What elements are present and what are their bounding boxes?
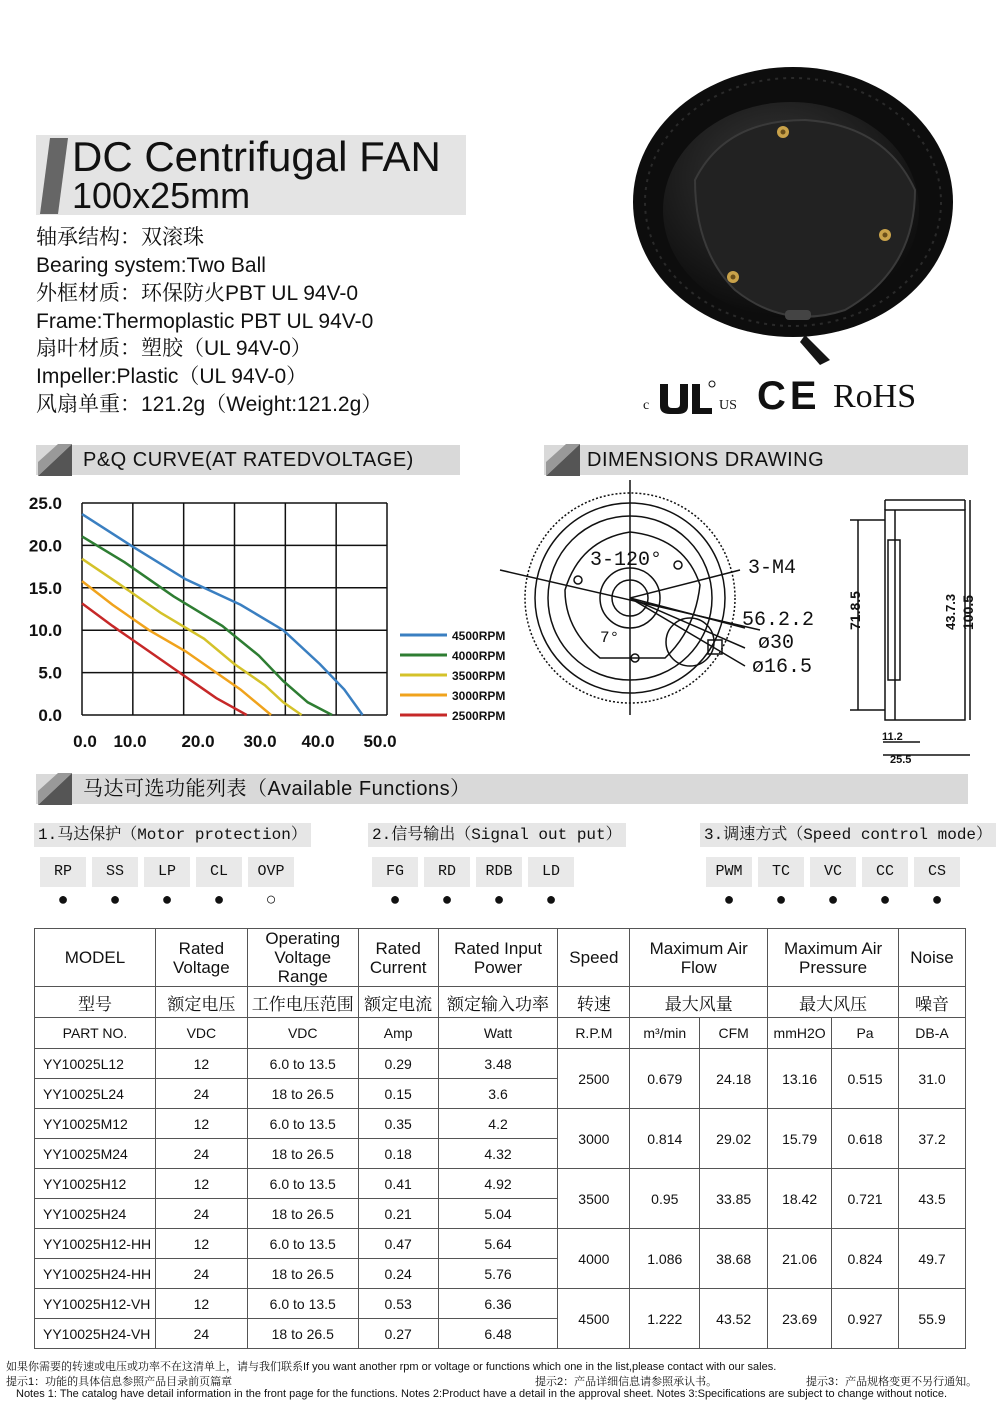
product-size: 100x25mm [72, 175, 251, 216]
rated-voltage-cell: 24 [155, 1139, 247, 1169]
column-header: MODEL [35, 929, 156, 987]
series-line-4000RPM [82, 536, 332, 715]
y-tick-label: 5.0 [38, 663, 62, 683]
spec-line: Impeller:Plastic（UL 94V-0） [36, 365, 308, 388]
model-cell: YY10025L24 [35, 1079, 156, 1109]
rated-current-cell: 0.18 [358, 1139, 438, 1169]
function-availability-mark: ● [827, 889, 839, 909]
column-header-cn: 转速 [558, 987, 630, 1018]
rated-power-cell: 5.04 [438, 1199, 558, 1229]
noise-cell: 37.2 [898, 1109, 965, 1169]
function-code: VC [810, 857, 856, 887]
column-header-cn: 最大风量 [630, 987, 768, 1018]
pq-section-title: P&Q CURVE(AT RATEDVOLTAGE) [83, 449, 414, 471]
column-header: Rated Current [358, 929, 438, 987]
rated-voltage-cell: 24 [155, 1319, 247, 1349]
spec-line: Bearing system:Two Ball [36, 254, 266, 277]
rated-voltage-cell: 12 [155, 1169, 247, 1199]
column-header-cn: 型号 [35, 987, 156, 1018]
rated-voltage-cell: 24 [155, 1079, 247, 1109]
table-header-row [35, 929, 966, 987]
column-header-cn: 额定电流 [358, 987, 438, 1018]
footnotes: Notes 1: The catalog have detail information in the front page for the functions. Notes 2:Product have a detail in the approval sheet. Notes 3:Specifications are subject to change without notice. [16, 1388, 948, 1400]
noise-cell: 43.5 [898, 1169, 965, 1229]
pressure-pa-cell: 0.515 [832, 1049, 899, 1109]
airflow-m3-cell: 1.086 [630, 1229, 700, 1289]
x-tick-label: 40.0 [301, 732, 335, 751]
model-cell: YY10025M12 [35, 1109, 156, 1139]
function-code: LP [144, 857, 190, 887]
section-accent-icon [38, 773, 72, 805]
series-line-4500RPM [82, 514, 363, 715]
rated-current-cell: 0.53 [358, 1289, 438, 1319]
voltage-range-cell: 18 to 26.5 [247, 1079, 358, 1109]
series-line-3000RPM [82, 581, 271, 715]
column-header-cn: 噪音 [898, 987, 965, 1018]
pressure-pa-cell: 0.927 [832, 1289, 899, 1349]
function-code: FG [372, 857, 418, 887]
rated-power-cell: 4.32 [438, 1139, 558, 1169]
function-availability-mark: ○ [265, 889, 277, 909]
dim-label: 3-120° [590, 549, 663, 572]
function-group-title: 3.调速方式（Speed control mode） [700, 823, 996, 847]
function-availability-mark: ● [389, 889, 401, 909]
function-availability-mark: ● [57, 889, 69, 909]
rated-current-cell: 0.41 [358, 1169, 438, 1199]
rated-power-cell: 4.2 [438, 1109, 558, 1139]
unit-cell: DB-A [898, 1018, 965, 1049]
tip-note: 提示1：功能的具体信息参照产品目录前页篇章 [6, 1376, 233, 1388]
rated-current-cell: 0.29 [358, 1049, 438, 1079]
rated-power-cell: 3.6 [438, 1079, 558, 1109]
function-code: CS [914, 857, 960, 887]
speed-cell: 4000 [558, 1229, 630, 1289]
function-group-title: 2.信号输出（Signal out put） [368, 823, 626, 847]
dim-label: 43.7.3 [943, 593, 958, 630]
dimensions-drawing [490, 480, 990, 770]
table-header-cn-row [35, 987, 966, 1018]
y-tick-label: 10.0 [28, 621, 62, 641]
y-tick-label: 0.0 [38, 706, 62, 725]
rated-current-cell: 0.21 [358, 1199, 438, 1229]
rated-current-cell: 0.24 [358, 1259, 438, 1289]
voltage-range-cell: 18 to 26.5 [247, 1139, 358, 1169]
airflow-m3-cell: 1.222 [630, 1289, 700, 1349]
rated-power-cell: 5.76 [438, 1259, 558, 1289]
pressure-pa-cell: 0.618 [832, 1109, 899, 1169]
unit-cell: R.P.M [558, 1018, 630, 1049]
column-header: Maximum Air Pressure [768, 929, 899, 987]
section-accent-icon [546, 444, 580, 476]
spec-table [34, 928, 966, 1349]
noise-cell: 31.0 [898, 1049, 965, 1109]
model-cell: YY10025H24-HH [35, 1259, 156, 1289]
product-title: DC Centrifugal FAN [72, 133, 441, 180]
column-header: Rated Voltage [155, 929, 247, 987]
section-accent-icon [38, 444, 72, 476]
airflow-cfm-cell: 24.18 [700, 1049, 768, 1109]
speed-cell: 4500 [558, 1289, 630, 1349]
y-tick-label: 20.0 [28, 536, 62, 556]
rated-power-cell: 4.92 [438, 1169, 558, 1199]
pressure-mmh2o-cell: 13.16 [768, 1049, 832, 1109]
model-cell: YY10025H12 [35, 1169, 156, 1199]
rated-current-cell: 0.47 [358, 1229, 438, 1259]
rated-power-cell: 3.48 [438, 1049, 558, 1079]
dim-label: ø16.5 [752, 656, 813, 679]
column-header-cn: 最大风压 [768, 987, 899, 1018]
dim-label: 11.2 [882, 731, 903, 743]
pressure-pa-cell: 0.824 [832, 1229, 899, 1289]
voltage-range-cell: 6.0 to 13.5 [247, 1289, 358, 1319]
spec-line: 扇叶材质：塑胶（UL 94V-0） [36, 337, 312, 360]
airflow-cfm-cell: 33.85 [700, 1169, 768, 1229]
table-row [35, 1169, 966, 1199]
unit-cell: VDC [247, 1018, 358, 1049]
y-tick-label: 25.0 [28, 494, 62, 513]
function-code: LD [528, 857, 574, 887]
rated-voltage-cell: 12 [155, 1109, 247, 1139]
column-header: Operating Voltage Range [247, 929, 358, 987]
column-header: Rated Input Power [438, 929, 558, 987]
airflow-m3-cell: 0.814 [630, 1109, 700, 1169]
title-accent-icon [40, 138, 68, 214]
ul-c-mark: c [643, 398, 650, 413]
x-tick-label: 30.0 [243, 732, 277, 751]
column-header-cn: 工作电压范围 [247, 987, 358, 1018]
column-header: Maximum Air Flow [630, 929, 768, 987]
unit-cell: VDC [155, 1018, 247, 1049]
pressure-mmh2o-cell: 21.06 [768, 1229, 832, 1289]
pressure-pa-cell: 0.721 [832, 1169, 899, 1229]
function-availability-mark: ● [775, 889, 787, 909]
rated-power-cell: 6.36 [438, 1289, 558, 1319]
column-header-cn: 额定电压 [155, 987, 247, 1018]
dim-label: 56.2.2 [742, 609, 815, 632]
function-availability-mark: ● [493, 889, 505, 909]
unit-cell: mmH2O [768, 1018, 832, 1049]
function-availability-mark: ● [213, 889, 225, 909]
spec-line: 轴承结构：双滚珠 [36, 226, 204, 249]
noise-cell: 49.7 [898, 1229, 965, 1289]
model-cell: YY10025M24 [35, 1139, 156, 1169]
table-row [35, 1109, 966, 1139]
x-tick-label: 0.0 [73, 732, 97, 751]
function-code: CL [196, 857, 242, 887]
tip-note: 提示2：产品详细信息请参照承认书。 [535, 1376, 718, 1388]
rated-power-cell: 6.48 [438, 1319, 558, 1349]
speed-cell: 3000 [558, 1109, 630, 1169]
rated-voltage-cell: 12 [155, 1229, 247, 1259]
voltage-range-cell: 18 to 26.5 [247, 1199, 358, 1229]
model-cell: YY10025H24 [35, 1199, 156, 1229]
y-tick-label: 15.0 [28, 578, 62, 598]
voltage-range-cell: 6.0 to 13.5 [247, 1109, 358, 1139]
function-code: SS [92, 857, 138, 887]
airflow-cfm-cell: 38.68 [700, 1229, 768, 1289]
rated-voltage-cell: 24 [155, 1259, 247, 1289]
table-units-row [35, 1018, 966, 1049]
table-row [35, 1049, 966, 1079]
function-availability-mark: ● [879, 889, 891, 909]
rated-voltage-cell: 12 [155, 1289, 247, 1319]
column-header: Noise [898, 929, 965, 987]
rated-voltage-cell: 24 [155, 1199, 247, 1229]
airflow-cfm-cell: 43.52 [700, 1289, 768, 1349]
unit-cell: PART NO. [35, 1018, 156, 1049]
unit-cell: Pa [832, 1018, 899, 1049]
function-code: CC [862, 857, 908, 887]
model-cell: YY10025H12-VH [35, 1289, 156, 1319]
speed-cell: 3500 [558, 1169, 630, 1229]
function-code: RD [424, 857, 470, 887]
legend-label: 4000RPM [452, 649, 506, 663]
legend-label: 3000RPM [452, 689, 506, 703]
function-availability-mark: ● [109, 889, 121, 909]
dim-label: 71.8.5 [847, 591, 863, 630]
pressure-mmh2o-cell: 15.79 [768, 1109, 832, 1169]
function-availability-mark: ● [545, 889, 557, 909]
table-row [35, 1229, 966, 1259]
model-cell: YY10025L12 [35, 1049, 156, 1079]
column-header: Speed [558, 929, 630, 987]
voltage-range-cell: 6.0 to 13.5 [247, 1229, 358, 1259]
spec-line: 外框材质：环保防火PBT UL 94V-0 [36, 282, 359, 305]
pressure-mmh2o-cell: 23.69 [768, 1289, 832, 1349]
model-cell: YY10025H24-VH [35, 1319, 156, 1349]
airflow-m3-cell: 0.95 [630, 1169, 700, 1229]
series-line-2500RPM [82, 603, 247, 715]
function-availability-mark: ● [723, 889, 735, 909]
function-code: RP [40, 857, 86, 887]
dim-label: 25.5 [890, 754, 912, 766]
rated-current-cell: 0.27 [358, 1319, 438, 1349]
function-code: TC [758, 857, 804, 887]
spec-line: 风扇单重：121.2g（Weight:121.2g） [36, 393, 383, 416]
rated-current-cell: 0.35 [358, 1109, 438, 1139]
legend-label: 4500RPM [452, 629, 506, 643]
rohs-mark: RoHS [833, 378, 917, 415]
table-row [35, 1289, 966, 1319]
rated-current-cell: 0.15 [358, 1079, 438, 1109]
unit-cell: m³/min [630, 1018, 700, 1049]
airflow-cfm-cell: 29.02 [700, 1109, 768, 1169]
speed-cell: 2500 [558, 1049, 630, 1109]
dims-section-title: DIMENSIONS DRAWING [587, 449, 825, 471]
pq-curve-chart [0, 485, 540, 760]
tip-note: 提示3：产品规格变更不另行通知。 [806, 1376, 978, 1388]
function-code: OVP [248, 857, 294, 887]
dim-label: 3-M4 [748, 557, 797, 580]
rated-power-cell: 5.64 [438, 1229, 558, 1259]
ul-logo-icon [654, 380, 716, 416]
legend-label: 2500RPM [452, 709, 506, 723]
unit-cell: Amp [358, 1018, 438, 1049]
function-availability-mark: ● [441, 889, 453, 909]
rated-voltage-cell: 12 [155, 1049, 247, 1079]
function-code: PWM [706, 857, 752, 887]
function-availability-mark: ● [161, 889, 173, 909]
pressure-mmh2o-cell: 18.42 [768, 1169, 832, 1229]
unit-cell: CFM [700, 1018, 768, 1049]
function-code: RDB [476, 857, 522, 887]
functions-section-title: 马达可选功能列表（Available Functions） [83, 778, 471, 800]
function-availability-mark: ● [931, 889, 943, 909]
voltage-range-cell: 18 to 26.5 [247, 1259, 358, 1289]
airflow-m3-cell: 0.679 [630, 1049, 700, 1109]
spec-line: Frame:Thermoplastic PBT UL 94V-0 [36, 310, 374, 333]
column-header-cn: 额定输入功率 [438, 987, 558, 1018]
contact-note: 如果你需要的转速或电压或功率不在这清单上，请与我们联系If you want another rpm or voltage or functions which one in the list,please contact with our sales. [6, 1361, 777, 1373]
fan-product-image [615, 60, 955, 380]
x-tick-label: 50.0 [363, 732, 397, 751]
voltage-range-cell: 6.0 to 13.5 [247, 1169, 358, 1199]
dim-label: 100.5 [960, 594, 976, 630]
noise-cell: 55.9 [898, 1289, 965, 1349]
voltage-range-cell: 18 to 26.5 [247, 1319, 358, 1349]
dim-label: 7° [600, 629, 620, 647]
voltage-range-cell: 6.0 to 13.5 [247, 1049, 358, 1079]
function-group-title: 1.马达保护（Motor protection） [34, 823, 311, 847]
unit-cell: Watt [438, 1018, 558, 1049]
model-cell: YY10025H12-HH [35, 1229, 156, 1259]
x-tick-label: 20.0 [181, 732, 215, 751]
x-tick-label: 10.0 [113, 732, 147, 751]
ce-mark: CE [757, 374, 821, 418]
legend-label: 3500RPM [452, 669, 506, 683]
dim-label: ø30 [758, 632, 795, 655]
ul-us-mark: US [719, 398, 737, 413]
